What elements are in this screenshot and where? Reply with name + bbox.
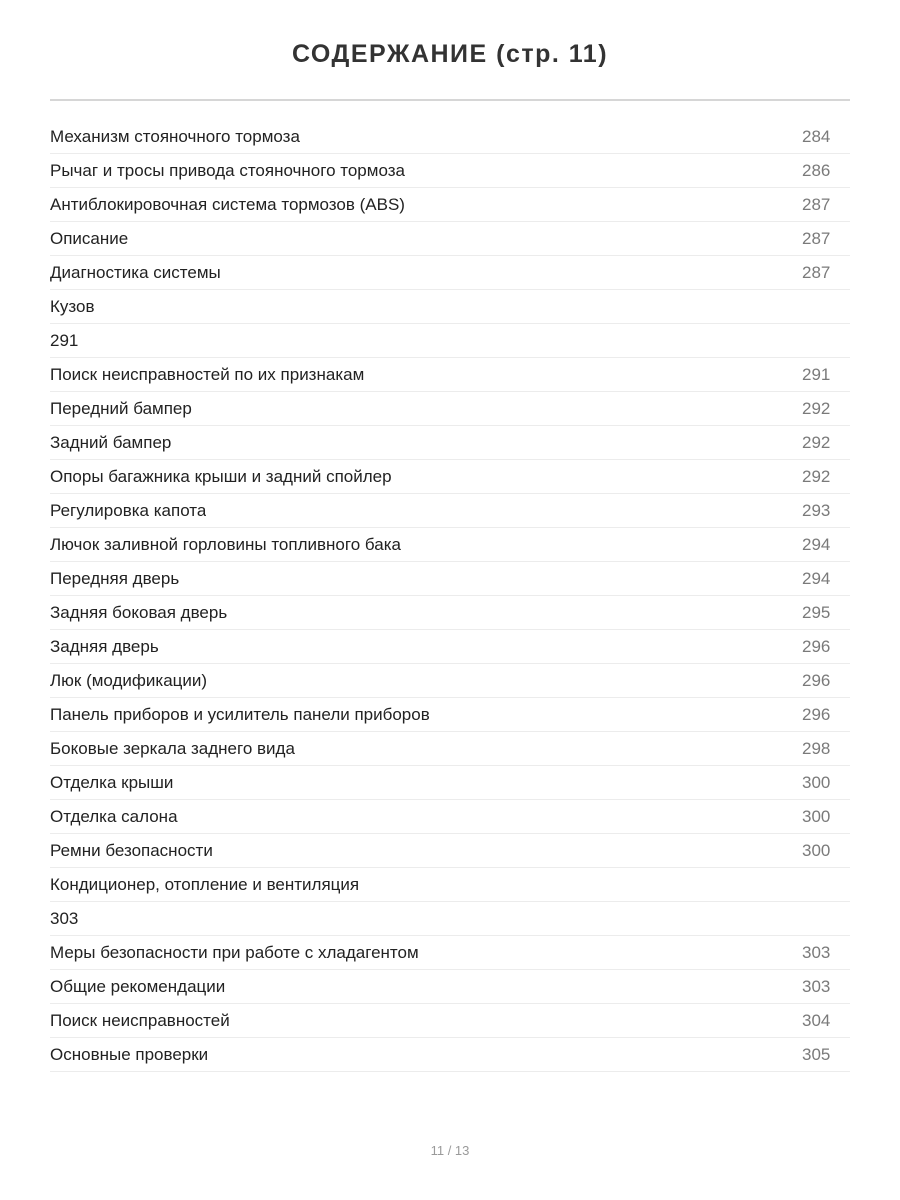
toc-entry-title: Поиск неисправностей (50, 1011, 230, 1030)
toc-entry-title: Задний бампер (50, 433, 172, 452)
toc-entry-title: Лючок заливной горловины топливного бака (50, 535, 401, 554)
toc-entry[interactable] (50, 970, 850, 1004)
toc-entry-page: 295 (802, 603, 831, 622)
toc-entry-title: Диагностика системы (50, 263, 221, 282)
toc-entry[interactable] (50, 494, 850, 528)
toc-entry-page: 300 (802, 841, 831, 860)
toc-entry-title: Задняя боковая дверь (50, 603, 228, 622)
toc-entry[interactable] (50, 154, 850, 188)
toc-entry-page: 303 (802, 943, 831, 962)
toc-entry[interactable] (50, 188, 850, 222)
toc-entry-page: 293 (802, 501, 831, 520)
toc-entry-page: 284 (802, 127, 831, 146)
toc-entry-title: Кондиционер, отопление и вентиляция (50, 875, 360, 894)
toc-entry[interactable] (50, 766, 850, 800)
toc-entry-page: 305 (802, 1045, 831, 1064)
toc-entry[interactable] (50, 936, 850, 970)
toc-entry[interactable] (50, 800, 850, 834)
toc-entry-page: 298 (802, 739, 831, 758)
toc-entry[interactable] (50, 460, 850, 494)
toc-entry-title: Люк (модификации) (50, 671, 208, 690)
toc-entry-title: Общие рекомендации (50, 977, 226, 996)
toc-entry-page: 296 (802, 671, 831, 690)
toc-entry-title: Передний бампер (50, 399, 192, 418)
toc-entry-title: Кузов (50, 297, 95, 316)
toc-entry-page: 304 (802, 1011, 831, 1030)
toc-entry[interactable] (50, 834, 850, 868)
toc-entry-title: Основные проверки (50, 1045, 209, 1064)
toc-entry-page: 287 (802, 195, 831, 214)
toc-entry[interactable] (50, 222, 850, 256)
toc-entry[interactable] (50, 392, 850, 426)
title-divider (50, 99, 850, 101)
toc-entry[interactable] (50, 426, 850, 460)
toc-entry-title: 303 (50, 909, 79, 928)
toc-entry-title: Описание (50, 229, 129, 248)
toc-entry-title: Антиблокировочная система тормозов (ABS) (50, 195, 405, 214)
toc-entry[interactable] (50, 630, 850, 664)
toc-entry[interactable] (50, 120, 850, 154)
toc-entry-title: Отделка крыши (50, 773, 174, 792)
toc-entry-page: 303 (802, 977, 831, 996)
toc-entry-page: 292 (802, 399, 831, 418)
toc-entry-title: Рычаг и тросы привода стояночного тормоза (50, 161, 405, 180)
page-indicator: 11 / 13 (430, 1143, 470, 1158)
toc-entry-page: 291 (802, 365, 831, 384)
toc-entry[interactable] (50, 596, 850, 630)
toc-entry-title: Задняя дверь (50, 637, 159, 656)
table-of-contents (50, 120, 850, 1072)
toc-entry-title: Опоры багажника крыши и задний спойлер (50, 467, 392, 486)
toc-entry-page: 286 (802, 161, 831, 180)
toc-entry-title: Механизм стояночного тормоза (50, 127, 300, 146)
page-title: СОДЕРЖАНИЕ (стр. 11) (291, 40, 609, 68)
toc-entry[interactable] (50, 528, 850, 562)
toc-entry-title: 291 (50, 331, 79, 350)
toc-entry[interactable] (50, 902, 850, 936)
toc-entry-page: 300 (802, 773, 831, 792)
toc-entry[interactable] (50, 732, 850, 766)
toc-entry-title: Регулировка капота (50, 501, 207, 520)
toc-entry[interactable] (50, 290, 850, 324)
toc-entry-page: 294 (802, 569, 831, 588)
toc-entry-title: Поиск неисправностей по их признакам (50, 365, 365, 384)
toc-entry-title: Передняя дверь (50, 569, 180, 588)
toc-entry-title: Ремни безопасности (50, 841, 213, 860)
toc-entry-title: Отделка салона (50, 807, 178, 826)
toc-entry-page: 292 (802, 433, 831, 452)
toc-entry-title: Меры безопасности при работе с хладагентом (50, 943, 419, 962)
toc-entry[interactable] (50, 256, 850, 290)
toc-entry-page: 300 (802, 807, 831, 826)
toc-entry[interactable] (50, 1004, 850, 1038)
toc-entry-page: 294 (802, 535, 831, 554)
toc-entry[interactable] (50, 698, 850, 732)
toc-entry-page: 292 (802, 467, 831, 486)
toc-entry[interactable] (50, 358, 850, 392)
toc-entry[interactable] (50, 562, 850, 596)
toc-entry[interactable] (50, 868, 850, 902)
toc-entry-page: 296 (802, 705, 831, 724)
toc-entry[interactable] (50, 664, 850, 698)
toc-entry[interactable] (50, 324, 850, 358)
toc-entry-title: Панель приборов и усилитель панели приборов (50, 705, 430, 724)
toc-entry-page: 296 (802, 637, 831, 656)
toc-entry-page: 287 (802, 263, 831, 282)
toc-entry-page: 287 (802, 229, 831, 248)
toc-entry-title: Боковые зеркала заднего вида (50, 739, 295, 758)
toc-entry[interactable] (50, 1038, 850, 1072)
